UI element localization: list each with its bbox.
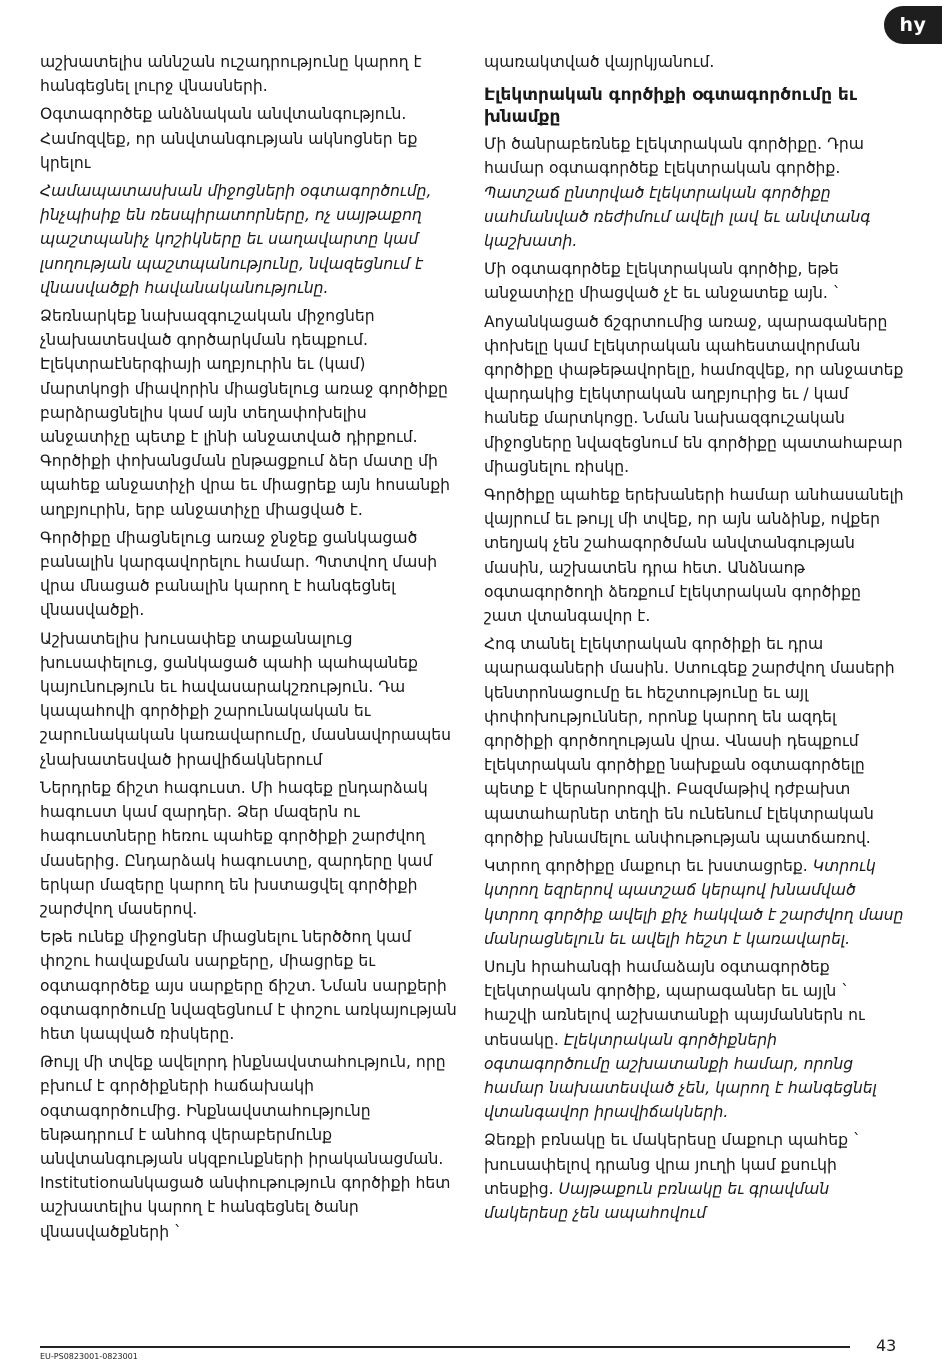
paragraph [484, 632, 904, 850]
paragraph-italic-text: Համապատասխան միջոցների օգտագործումը, ինչպիսիք են ռեսպիրատորները, ոչ սայթաքող պաշտպանիչ կոշիկները եւ սաղավարտը կամ լսողության պաշտպանությունը, նվազեցնում է վնասվածքի հավանականությունը. [40, 182, 432, 297]
paragraph [484, 483, 904, 628]
paragraph-text: Ձեռքի բռնակը եւ մակերեսը մաքուր պահեք ` խուսափելով դրանց վրա յուղի կամ քսուկի տեսքից. [484, 1131, 861, 1198]
paragraph [40, 1050, 460, 1244]
paragraph-text: Աշխատելիս խուսափեք տաքանալուց խուսափելուց, ցանկացած պահի պահպանեք կայունություն եւ հավասարակշռություն. Դա կապահովի գործիքի շարունակական եւ շարունակական կառավարումը, մասնավորապես չնախատեսված իրավիճակներում [40, 629, 452, 769]
left-column [40, 50, 460, 1248]
paragraph [40, 304, 460, 522]
section-heading: Էլեկտրական գործիքի օգտագործումը եւ խնամքը [484, 85, 857, 128]
paragraph [40, 627, 460, 772]
paragraph [484, 854, 904, 951]
paragraph-text: աշխատելիս աննշան ուշադրությունը կարող է հանգեցնել լուրջ վնասների. [40, 53, 422, 96]
paragraph [484, 955, 904, 1124]
paragraph [40, 526, 460, 623]
paragraph-italic-text: Կտրուկ կտրող եզրերով պատշաճ կերպով խնամված կտրող գործիք ավելի քիչ հակված է շարժվող մասը մանրացնելուն եւ ավելի հեշտ է կառավարել. [484, 857, 904, 948]
paragraph [484, 1128, 904, 1225]
paragraph-text: Anyանկացած ճշգրտումից առաջ, պարագաները փոխելը կամ էլեկտրական պահեստավորման գործիքը փաթեթավորելը, համոզվեք, որ անջատեք վարդակից էլեկտրական աղբյուրից եւ / կամ հանեք մարտկոցը. Նման նախազգուշական միջոցները նվազեցնում են գործիքը պատահաբար միացնելու ռիսկը. [484, 312, 904, 476]
paragraph-text: Մի օգտագործեք էլեկտրական գործիք, եթե անջատիչը միացված չէ եւ անջատեք այն. ` [484, 260, 841, 303]
footer-divider [40, 1346, 850, 1348]
paragraph-italic-text: Պատշաճ ընտրված էլեկտրական գործիքը սահմանված ռեժիմում ավելի լավ եւ անվտանգ կաշխատի. [484, 183, 871, 251]
paragraph-text: Եթե ունեք միջոցներ միացնելու ներծծող կամ փոշու հավաքման սարքերը, միացրեք եւ օգտագործեք այս սարքերը ճիշտ. Նման սարքերի օգտագործումը նվազեցնում է փոշու առկայության հետ կապված ռիսկերը. [40, 928, 457, 1043]
paragraph [40, 776, 460, 921]
document-code: EU-PS0823001-0823001 [40, 1352, 138, 1361]
paragraph [40, 102, 460, 175]
paragraph [40, 50, 460, 98]
paragraph-italic-text: Էլեկտրական գործիքների օգտագործումը աշխատանքի համար, որոնց համար նախատեսված չեն, կարող է հանգեցնել վտանգավոր իրավիճակների. [484, 1030, 877, 1122]
paragraph-text: պառակտված վայրկյանում. [484, 53, 715, 71]
paragraph [484, 310, 904, 479]
right-column [484, 50, 904, 1229]
paragraph-text: Ներդրեք ճիշտ հագուստ. Մի հագեք ընդարձակ հագուստ կամ զարդեր. Ձեր մազերն ու հագուստները հեռու պահեք գործիքի շարժվող մասերից. Ընդարձակ հագուստը, զարդերը կամ երկար մազերը կարող են խստացվել գործիքի շարժվող մասերով. [40, 778, 433, 918]
paragraph [40, 179, 460, 300]
paragraph-text: Ձեռնարկեք նախազգուշական միջոցներ չնախատեսված գործարկման դեպքում. Էլեկտրաէներգիայի աղբյուրին եւ (կամ) մարտկոցի միավորին միացնելուց առաջ գործիքը բարձրացնելիս կամ այն տեղափոխելիս անջատիչը պետք է լինի անջատված դիրքում. Գործիքի փոխանցման ընթացքում ձեր մատը մի պահեք անջատիչի վրա եւ միացրեք այն հոսանքի աղբյուրին, երբ անջատիչը միացված է. [40, 307, 451, 519]
paragraph-text: Օգտագործեք անձնական անվտանգություն. Համոզվեք, որ անվտանգության ակնոցներ եք կրելու [40, 105, 418, 172]
page-number: 43 [876, 1336, 897, 1355]
language-badge: hy [884, 6, 942, 44]
paragraph [484, 132, 904, 253]
paragraph-text: Հոգ տանել էլեկտրական գործիքի եւ դրա պարագաների մասին. Ստուգեք շարժվող մասերի կենտրոնացումը եւ հեշտությունը եւ այլ փոփոխություններ, որոնք կարող են ազդել գործիքի գործողության վրա. Վնասի դեպքում էլեկտրական գործիքը նախքան օգտագործելը պետք է վերանորոգվի. Բազմաթիվ դժբախտ պատահարներ տեղի են ունենում էլեկտրական գործիք խնամելու անփութության պատճառով. [484, 635, 895, 847]
paragraph-text: Գործիքը պահեք երեխաների համար անհասանելի վայրում եւ թույլ մի տվեք, որ այն անձինք, ովքեր տեղյակ չեն շահագործման անվտանգության մասին, աշխատեն դրա հետ. Անձնաոթ օգտագործողի ձեռքում էլեկտրական գործիքը շատ վտանգավոր է. [484, 486, 904, 626]
paragraph-text: Մի ծանրաբեռնեք էլեկտրական գործիքը. Դրա համար օգտագործեք էլեկտրական գործիք. [484, 135, 864, 178]
paragraph-italic-text: Սայթաքուն բռնակը եւ գրավման մակերեսը չեն ապահովում [484, 1179, 830, 1222]
paragraph-text: Սույն հրահանգի համաձայն օգտագործեք էլեկտրական գործիք, պարագաներ եւ այլն ` հաշվի առնելով աշխատանքի պայմաններն ու տեսակը. [484, 957, 865, 1049]
paragraph [40, 925, 460, 1046]
paragraph-text: Թույլ մի տվեք ավելորդ ինքնավստահություն, որը բխում է գործիքների հաճախակի օգտագործումից. Ինքնավստահությունը ենթադրում է անհոգ վերաբերմունք անվտանգության սկզբունքների իրականացման. Institutionանկացած անփութություն գործիքի հետ աշխատելիս կարող է հանգեցնել ծանր վնասվածքների ` [40, 1053, 451, 1241]
paragraph-text: Կտրող գործիքը մաքուր եւ խստացրեք. [484, 857, 808, 876]
paragraph [484, 50, 904, 74]
paragraph [484, 257, 904, 305]
paragraph-text: Գործիքը միացնելուց առաջ ջնջեք ցանկացած բանալին կարգավորելու համար. Պտտվող մասի վրա մնացած բանալին կարող է հանգեցնել վնասվածքի. [40, 528, 438, 620]
